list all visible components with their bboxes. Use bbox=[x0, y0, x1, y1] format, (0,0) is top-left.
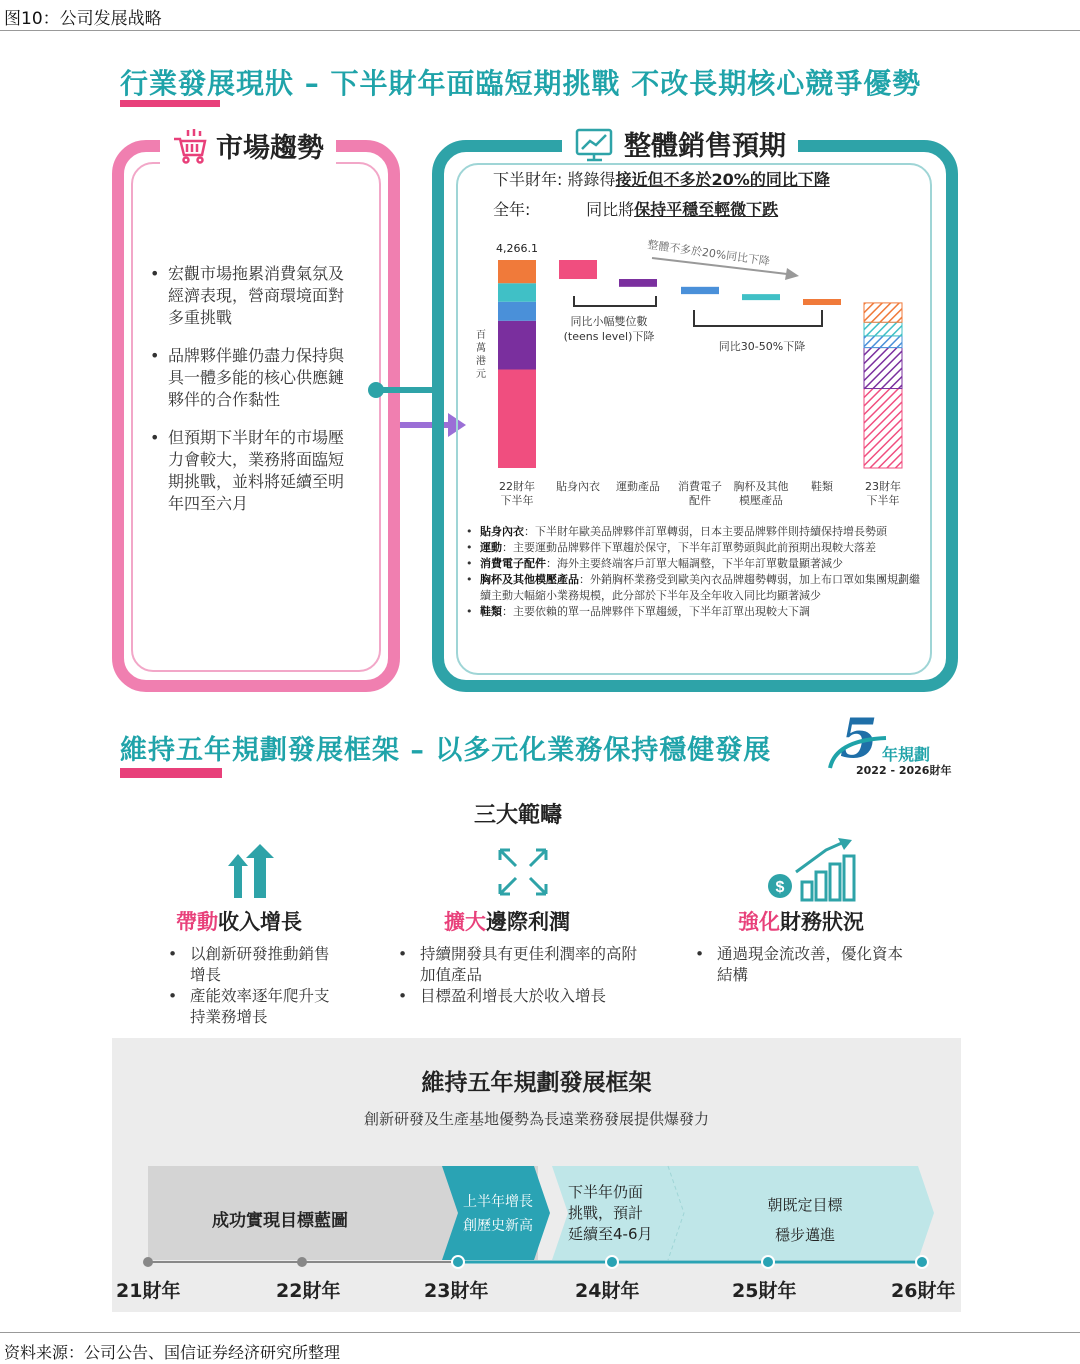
fy-label: 全年: bbox=[493, 200, 531, 219]
stage-3-line: 下半年仍面 bbox=[568, 1183, 644, 1201]
start-bar-segment bbox=[498, 283, 536, 302]
year-label: 22財年 bbox=[276, 1280, 341, 1302]
brace-teens bbox=[574, 296, 656, 306]
badge-label: 年規劃 bbox=[882, 745, 931, 764]
sales-outlook-title: 整體銷售預期 bbox=[616, 124, 786, 163]
brace-30-50-label: 同比30-50%下降 bbox=[718, 340, 806, 353]
source-note: 资料来源：公司公告、国信证券经济研究所整理 bbox=[4, 1343, 341, 1362]
fy-emphasis: 保持平穩至輕微下跌 bbox=[634, 200, 779, 219]
framework-title: 維持五年規劃發展框架 bbox=[421, 1070, 652, 1096]
note-text: ：主要運動品牌夥伴下單趨於保守，下半年訂單勢頭與此前預期出現較大落差 bbox=[502, 541, 876, 554]
stage-3-line: 挑戰，預計 bbox=[568, 1204, 644, 1222]
year-label: 21財年 bbox=[116, 1280, 181, 1302]
area-1-bullets bbox=[168, 944, 338, 1028]
end-bar-segment bbox=[864, 389, 902, 468]
waterfall-chart bbox=[462, 230, 922, 520]
decline-arrow-head-icon bbox=[785, 268, 799, 280]
year-label: 24財年 bbox=[575, 1280, 640, 1302]
fy-outlook-line bbox=[493, 197, 778, 220]
area-bullet: • 目標盈利增長大於收入增長 bbox=[398, 986, 638, 1007]
note-item bbox=[466, 540, 922, 556]
start-value-label: 4,266.1 bbox=[496, 242, 538, 255]
note-bold: 鞋類 bbox=[480, 605, 502, 618]
end-bar-segment bbox=[864, 336, 902, 348]
area-3-key: 強化 bbox=[738, 910, 780, 934]
area-3-bullets bbox=[695, 944, 917, 986]
y-axis-label: 百萬港元 bbox=[476, 330, 486, 380]
stage-4-line: 穩步邁進 bbox=[774, 1226, 835, 1244]
five-year-badge bbox=[826, 706, 956, 782]
area-bullet: • 產能效率逐年爬升支持業務增長 bbox=[168, 986, 338, 1028]
badge-number: 5 bbox=[840, 706, 878, 770]
decline-arrow-label: 整體不多於20%同比下降 bbox=[646, 238, 771, 269]
category-label: 模壓產品 bbox=[739, 494, 783, 507]
chart-board-icon bbox=[574, 125, 616, 163]
fy-pre: 同比將 bbox=[586, 200, 635, 219]
note-item bbox=[466, 604, 922, 620]
year-label: 25財年 bbox=[732, 1280, 797, 1302]
top-rule bbox=[0, 30, 1080, 31]
area-bullet: • 持續開發具有更佳利潤率的高附加值產品 bbox=[398, 944, 638, 986]
area-2-key: 擴大 bbox=[444, 910, 486, 934]
mid-heading: 維持五年規劃發展框架 – 以多元化業務保持穩健發展 bbox=[120, 735, 772, 766]
area-3-rest: 財務狀況 bbox=[780, 910, 864, 934]
area-2-bullets bbox=[398, 944, 638, 1007]
shopping-cart-icon bbox=[172, 127, 208, 165]
delta-bar bbox=[559, 260, 597, 279]
note-text: ：主要依賴的單一品牌夥伴下單趨緩，下半年訂單出現較大下調 bbox=[502, 605, 810, 618]
market-bullet: • 品牌夥伴雖仍盡力保持與具一體多能的核心供應鏈夥伴的合作黏性 bbox=[150, 345, 355, 411]
stage-4-line: 朝既定目標 bbox=[767, 1196, 843, 1214]
stage-4-label bbox=[730, 1190, 880, 1250]
stage-2-label bbox=[452, 1190, 544, 1238]
year-label: 26財年 bbox=[891, 1280, 956, 1302]
top-heading: 行業發展現狀 – 下半財年面臨短期挑戰 不改長期核心競爭優勢 bbox=[120, 67, 922, 100]
area-1-key: 帶動 bbox=[176, 910, 218, 934]
timeline-dot bbox=[143, 1257, 153, 1267]
note-bold: 消費電子配件 bbox=[480, 557, 546, 570]
area-3-title bbox=[738, 906, 864, 936]
area-1-title bbox=[176, 906, 302, 936]
figure-caption: 图10：公司发展战略 bbox=[4, 9, 162, 29]
category-label: 消費電子 bbox=[678, 480, 722, 493]
timeline-dot bbox=[762, 1256, 774, 1268]
end-bar-segment bbox=[864, 348, 902, 389]
delta-bar bbox=[619, 279, 657, 287]
mid-heading-underline bbox=[120, 768, 222, 778]
category-label: 貼身內衣 bbox=[556, 480, 600, 493]
area-1-rest: 收入增長 bbox=[218, 910, 302, 934]
timeline-dot bbox=[297, 1257, 307, 1267]
delta-bar bbox=[742, 294, 780, 300]
delta-bar bbox=[803, 299, 841, 305]
brace-teens-label-2: (teens level)下降 bbox=[563, 330, 655, 343]
start-bar-segment bbox=[498, 370, 536, 468]
category-label: 運動產品 bbox=[616, 480, 660, 493]
note-bold: 胸杯及其他模壓產品 bbox=[480, 573, 579, 586]
bottom-rule bbox=[0, 1332, 1080, 1333]
timeline-dot bbox=[452, 1256, 464, 1268]
h2-outlook-line bbox=[493, 167, 830, 190]
note-bold: 運動 bbox=[480, 541, 502, 554]
category-label: 胸杯及其他 bbox=[733, 480, 789, 493]
category-label: 配件 bbox=[689, 494, 711, 507]
timeline-dot bbox=[916, 1256, 928, 1268]
note-bold: 貼身內衣 bbox=[480, 525, 524, 538]
market-trend-title: 市場趨勢 bbox=[208, 126, 324, 165]
start-bar-segment bbox=[498, 260, 536, 283]
h2-label: 下半財年: bbox=[493, 170, 563, 189]
area-2-rest: 邊際利潤 bbox=[486, 910, 570, 934]
market-bullet: • 宏觀市場拖累消費氣氛及經濟表現，營商環境面對多重挑戰 bbox=[150, 263, 355, 329]
category-label: 23財年 bbox=[865, 480, 901, 493]
start-bar-segment bbox=[498, 302, 536, 321]
stage-3-line: 延續至4-6月 bbox=[568, 1225, 653, 1243]
category-label: 22財年 bbox=[499, 480, 535, 493]
note-text: ：下半財年歐美品牌夥伴訂單轉弱，日本主要品牌夥伴則持續保持增長勢頭 bbox=[524, 525, 887, 538]
top-heading-underline bbox=[120, 100, 220, 107]
three-areas-title: 三大範疇 bbox=[474, 803, 563, 828]
brace-teens-label-1: 同比小幅雙位數 bbox=[570, 315, 648, 328]
finance-chart-icon bbox=[766, 838, 862, 902]
stage-2-line: 上半年增長 bbox=[463, 1194, 533, 1210]
stage-3-label bbox=[568, 1182, 678, 1245]
category-label: 鞋類 bbox=[811, 480, 833, 493]
growth-arrows-icon bbox=[224, 844, 276, 900]
start-bar-segment bbox=[498, 321, 536, 370]
brace-30-50 bbox=[694, 310, 822, 326]
category-label: 下半年 bbox=[500, 494, 534, 507]
timeline-dot bbox=[606, 1256, 618, 1268]
h2-pre: 將錄得 bbox=[567, 170, 616, 189]
market-trend-header bbox=[160, 126, 336, 165]
note-item bbox=[466, 572, 922, 604]
expand-arrows-icon bbox=[496, 846, 550, 898]
badge-range: 2022 - 2026財年 bbox=[856, 764, 952, 777]
year-label: 23財年 bbox=[424, 1280, 489, 1302]
stage-1-label: 成功實現目標藍圖 bbox=[212, 1211, 348, 1231]
h2-emphasis: 接近但不多於20%的同比下降 bbox=[615, 170, 830, 189]
segment-notes bbox=[466, 524, 922, 620]
market-bullet: • 但預期下半財年的市場壓力會較大，業務將面臨短期挑戰，並料將延續至明年四至六月 bbox=[150, 427, 355, 515]
delta-bar bbox=[681, 287, 719, 294]
end-bar-segment bbox=[864, 322, 902, 336]
note-item bbox=[466, 524, 922, 540]
sales-outlook-header bbox=[562, 124, 798, 163]
svg-text:$: $ bbox=[775, 879, 785, 896]
note-text: ：外銷胸杯業務受到歐美內衣品牌趨勢轉弱，加上布口罩如集團規劃繼續主動大幅縮小業務規模，此分部於下半年及全年收入同比均顯著減少 bbox=[480, 573, 920, 602]
end-bar-segment bbox=[864, 303, 902, 322]
note-text: ：海外主要終端客戶訂單大幅調整，下半年訂單數量顯著減少 bbox=[546, 557, 843, 570]
area-bullet: • 通過現金流改善，優化資本結構 bbox=[695, 944, 917, 986]
framework-subtitle: 創新研發及生產基地優勢為長遠業務發展提供爆發力 bbox=[363, 1110, 709, 1128]
area-bullet: • 以創新研發推動銷售增長 bbox=[168, 944, 338, 986]
stage-2-line: 創歷史新高 bbox=[463, 1218, 533, 1234]
market-trend-bullets bbox=[150, 263, 355, 531]
note-item bbox=[466, 556, 922, 572]
category-label: 下半年 bbox=[866, 494, 900, 507]
area-2-title bbox=[444, 906, 570, 936]
